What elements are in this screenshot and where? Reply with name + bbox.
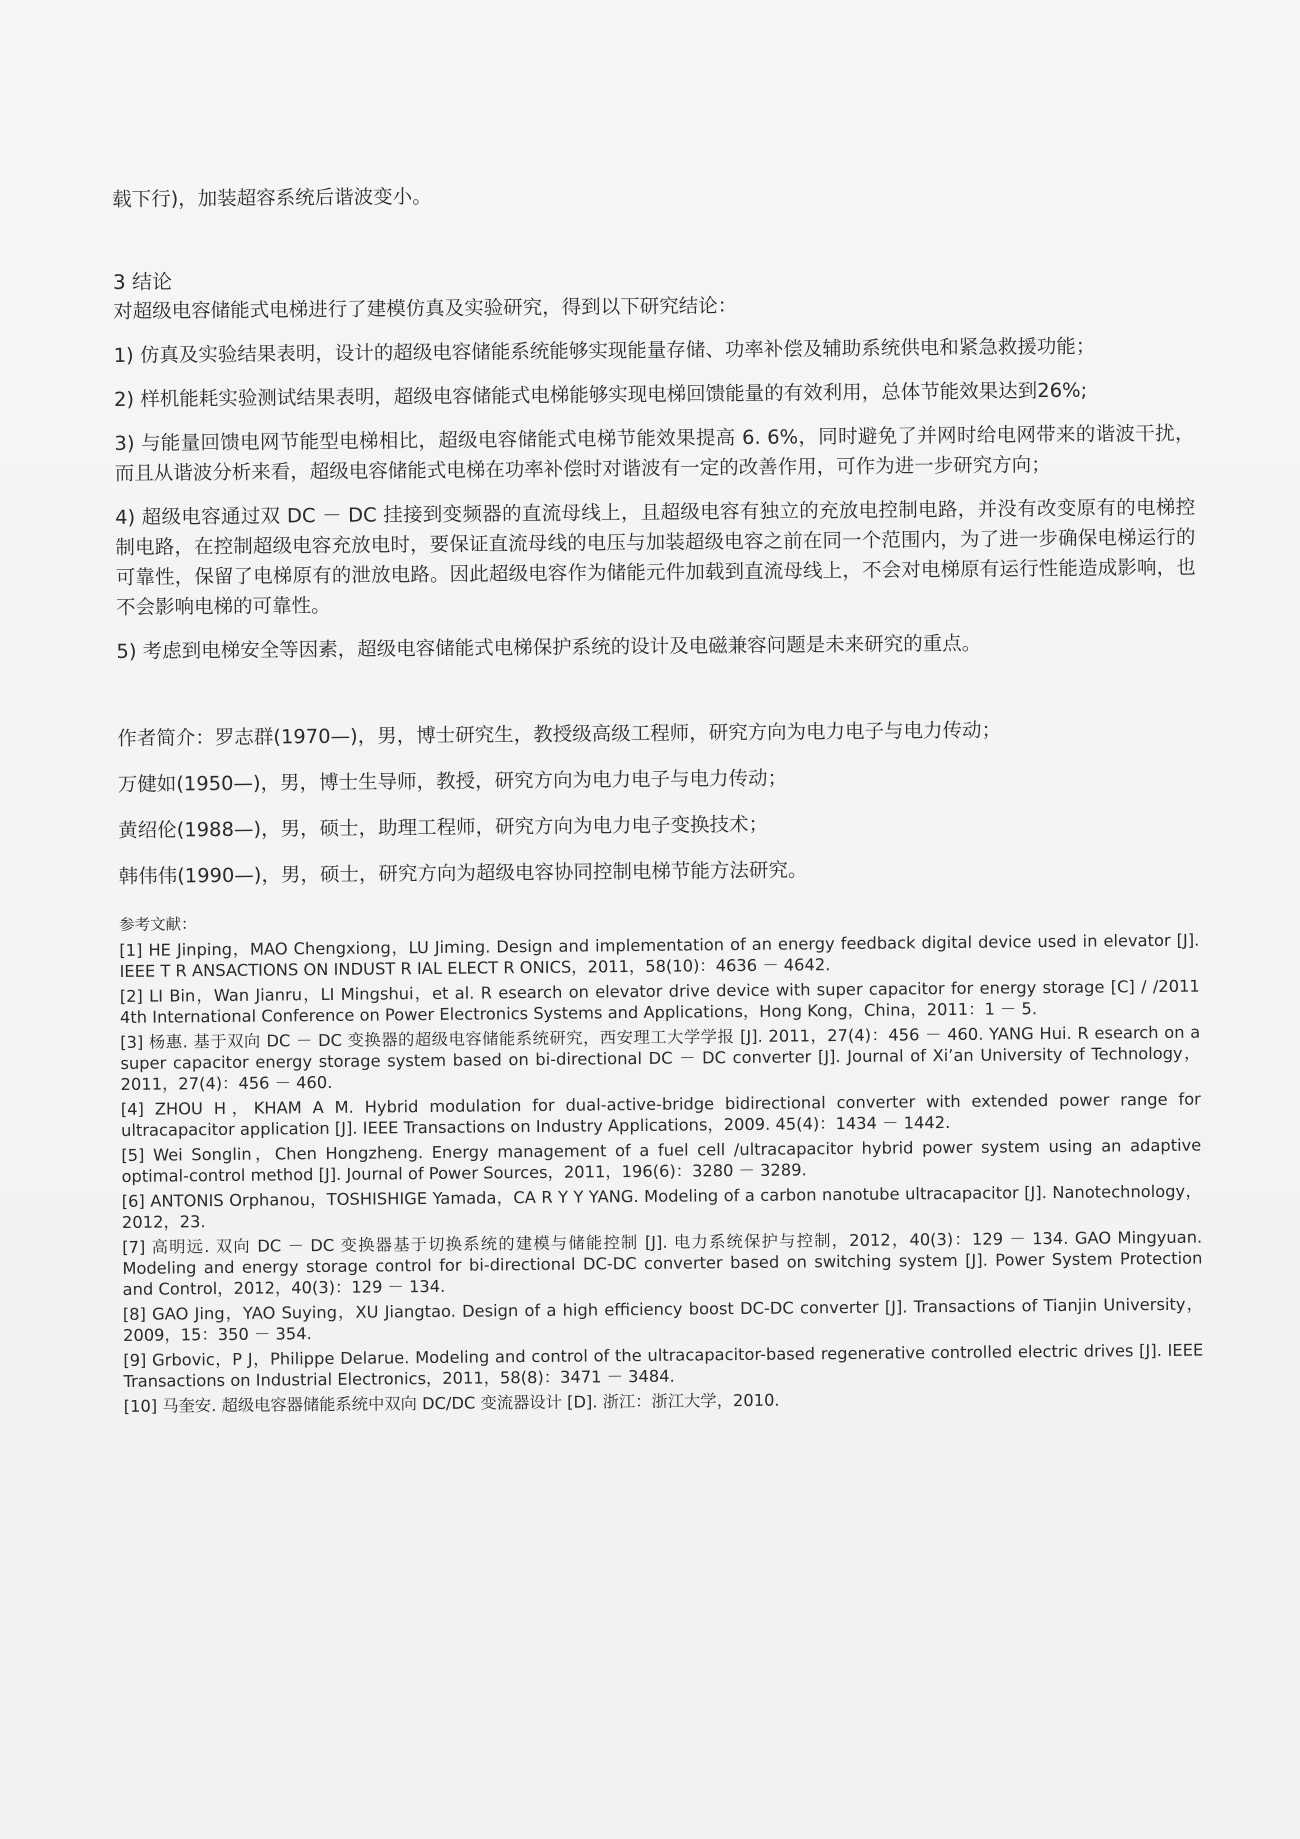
reference-item: [3] 杨惠. 基于双向 DC － DC 变换器的超级电容储能系统研究，西安理工大学学报 [J]. 2011，27(4)：456 － 460. YANG Hui. R esearch on a super capacitor energy storage system based on bi-directional DC － DC converter [J]. Journal of Xi’an University of Technology，2011，27(4)：456 － 460. — [120, 1022, 1201, 1094]
intro-tail: 载下行)，加装超容系统后谐波变小。 — [112, 184, 432, 211]
conclusion-item: 5) 考虑到电梯安全等因素，超级电容储能式电梯保护系统的设计及电磁兼容问题是未来研究的重点。 — [116, 631, 982, 663]
reference-item: [5] Wei Songlin，Chen Hongzheng. Energy management of a fuel cell /ultracapacitor hybrid power system using an adaptive optimal-control method [J]. Journal of Power Sources，2011，196(6)：3280 － 3289. — [121, 1135, 1202, 1186]
reference-item: [1] HE Jinping，MAO Chengxiong，LU Jiming. Design and implementation of an energy feedback digital device used in elevator [J]. IEEE T R ANSACTIONS ON INDUST R IAL ELECT R ONICS，2011，58(10)：4636 － 4642. — [119, 930, 1200, 981]
conclusion-item: 1) 仿真及实验结果表明，设计的超级电容储能系统能够实现能量存储、功率补偿及辅助系统供电和紧急救援功能； — [113, 334, 1096, 367]
reference-item: [8] GAO Jing，YAO Suying，XU Jiangtao. Design of a high efficiency boost DC-DC converter [J]. Transactions of Tianjin University，2009，15：350 － 354. — [122, 1294, 1203, 1345]
reference-item: [9] Grbovic，P J，Philippe Delarue. Modeling and control of the ultracapacitor-based regenerative controlled electric drives [J]. IEEE Transactions on Industrial Electronics，2011，58(8)：3471 － 3484. — [123, 1340, 1204, 1391]
conclusion-item: 4) 超级电容通过双 DC － DC 挂接到变频器的直流母线上，且超级电容有独立的充放电控制电路，并没有改变原有的电梯控制电路，在控制超级电容充放电时，要保证直流母线的电压与加装超级电容之前在同一个范围内，为了进一步确保电梯运行的可靠性，保留了电梯原有的泄放电路。因此超级电容作为储能元件加载到直流母线上，不会对电梯原有运行性能造成影响，也不会影响电梯的可靠性。 — [115, 495, 1196, 619]
page-content — [112, 175, 1204, 1421]
reference-item: [7] 高明远. 双向 DC － DC 变换器基于切换系统的建模与储能控制 [J]. 电力系统保护与控制，2012，40(3)：129 － 134. GAO Mingyuan. Modeling and energy storage control for bi-directional DC-DC converter based on switching system [J]. Power System Protection and Control，2012，40(3)：129 － 134. — [122, 1227, 1203, 1299]
reference-item: [2] LI Bin，Wan Jianru，LI Mingshui，et al. R esearch on elevator drive device with super capacitor for energy storage [C] / /2011 4th International Conference on Power Electronics Systems and Applications，Hong Kong，China，2011：1 － 5. — [119, 976, 1200, 1027]
author-bio: 万健如(1950—)，男，博士生导师，教授，研究方向为电力电子与电力传动； — [117, 766, 788, 796]
conclusion-item: 2) 样机能耗实验测试结果表明，超级电容储能式电梯能够实现电梯回馈能量的有效利用，总体节能效果达到26%; — [113, 378, 1088, 411]
author-bio: 韩伟伟(1990—)，男，硕士，研究方向为超级电容协同控制电梯节能方法研究。 — [118, 858, 808, 888]
reference-item: [6] ANTONIS Orphanou，TOSHISHIGE Yamada，CA R Y Y YANG. Modeling of a carbon nanotube ultracapacitor [J]. Nanotechnology，2012，23. — [121, 1181, 1202, 1232]
section-heading: 3 结论 — [112, 269, 173, 294]
reference-item: [10] 马奎安. 超级电容器储能系统中双向 DC/DC 变流器设计 [D]. 浙江：浙江大学，2010. — [123, 1390, 780, 1416]
references-section — [119, 905, 1204, 1417]
section-intro: 对超级电容储能式电梯进行了建模仿真及实验研究，得到以下研究结论： — [113, 294, 738, 323]
author-bios — [117, 713, 1199, 889]
reference-item: [4] ZHOU H，KHAM A M. Hybrid modulation for dual-active-bridge bidirectional converter with extended power range for ultracapacitor application [J]. IEEE Transactions on Industry Applications，2009. 45(4)：1434 － 1442. — [120, 1089, 1201, 1140]
references-title: 参考文献： — [119, 915, 197, 934]
author-bio: 黄绍伦(1988—)，男，硕士，助理工程师，研究方向为电力电子变换技术； — [118, 812, 769, 842]
author-bio: 作者简介：罗志群(1970—)，男，博士研究生，教授级高级工程师，研究方向为电力电子与电力传动； — [117, 718, 1002, 750]
conclusion-item: 3) 与能量回馈电网节能型电梯相比，超级电容储能式电梯节能效果提高 6. 6%，同时避免了并网时给电网带来的谐波干扰，而且从谐波分析来看，超级电容储能式电梯在功率补偿时对谐波有一定的改善作用，可作为进一步研究方向； — [114, 421, 1195, 485]
body-text — [112, 175, 1197, 667]
